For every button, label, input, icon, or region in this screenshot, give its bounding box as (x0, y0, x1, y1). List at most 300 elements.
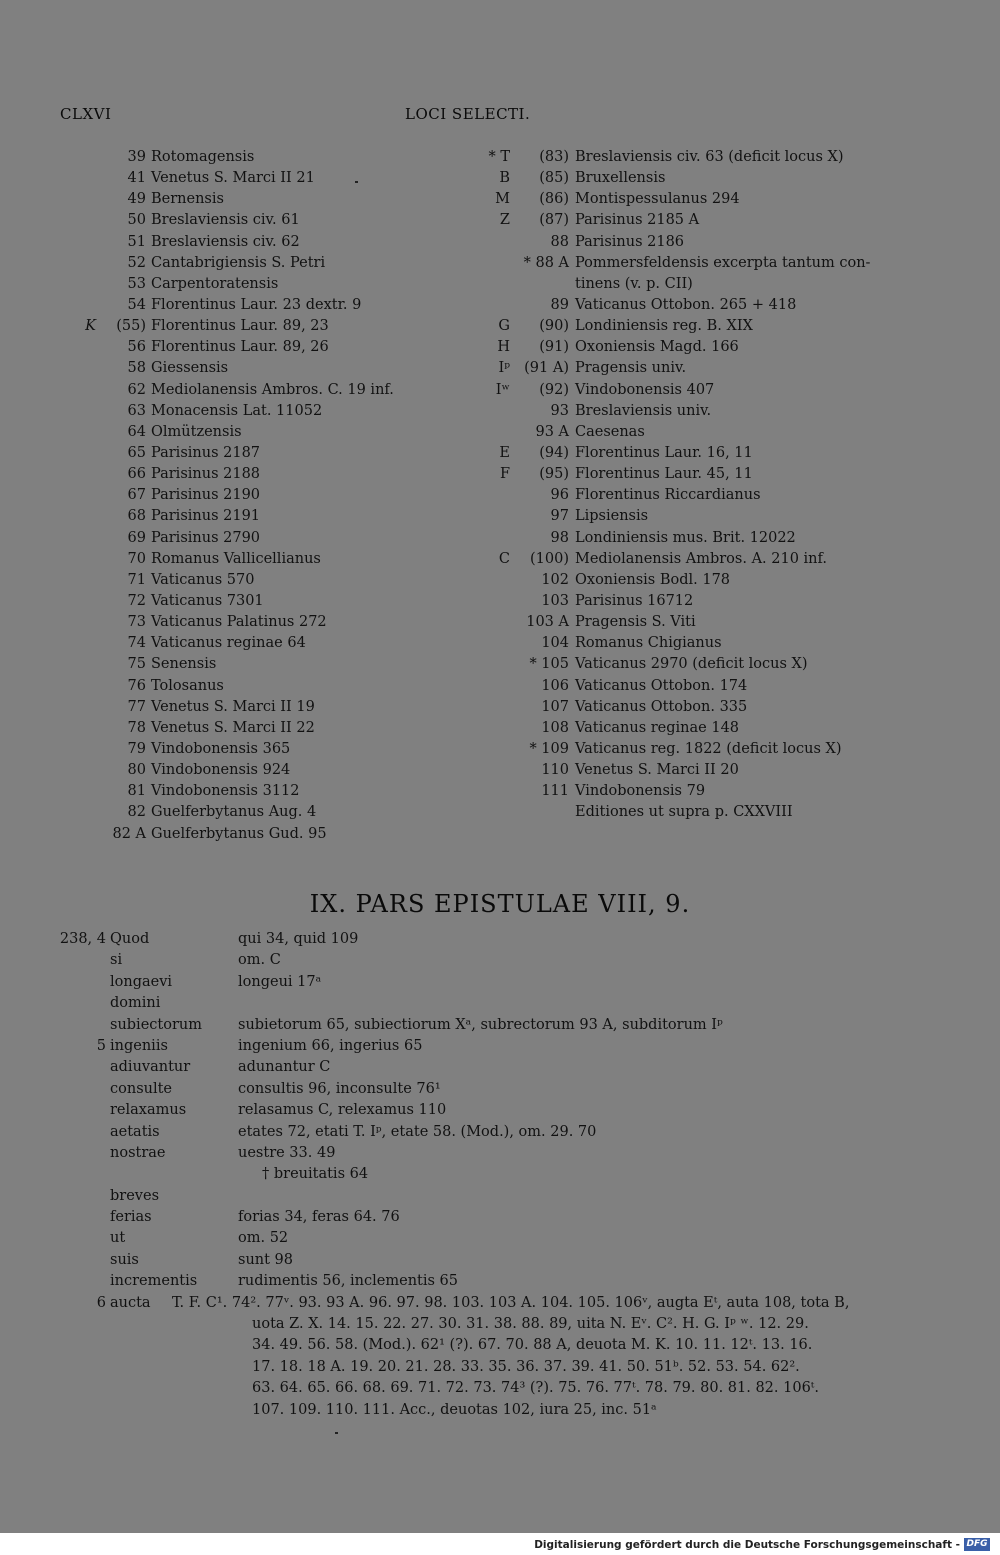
siglum (60, 633, 102, 654)
variant-readings: † breuitatis 64 (262, 1166, 369, 1183)
manuscript-name: Breslaviensis univ. (575, 402, 712, 419)
manuscript-name: Rotomagensis (151, 149, 255, 165)
manuscript-number: 65 (127, 444, 146, 461)
siglum (470, 401, 514, 422)
variant-readings: om. C (238, 952, 281, 969)
manuscript-name: Pommersfeldensis excerpta tantum con- (575, 254, 871, 271)
variant-readings: relasamus C, relexamus 110 (238, 1102, 447, 1119)
manuscript-entry (470, 210, 870, 231)
manuscript-entry (60, 739, 394, 760)
lemma: domini (110, 995, 161, 1012)
siglum: Z (499, 212, 510, 229)
lemma: Quod (110, 931, 150, 947)
manuscript-entry (60, 295, 394, 316)
apparatus-entry (52, 1057, 952, 1078)
manuscript-number: (94) (539, 444, 569, 461)
manuscript-name: Florentinus Riccardianus (575, 487, 761, 504)
manuscript-name: Londiniensis reg. B. XIX (575, 318, 753, 335)
manuscript-number: 79 (127, 740, 146, 757)
siglum (60, 210, 102, 231)
siglum (60, 676, 102, 697)
manuscript-number: 66 (127, 466, 146, 483)
manuscript-entry (60, 549, 394, 570)
manuscript-number: (83) (539, 149, 569, 165)
manuscript-number: 108 (541, 719, 569, 736)
siglum (60, 802, 102, 823)
apparatus-entry (52, 1271, 952, 1292)
manuscript-number (514, 802, 575, 823)
siglum: Iᵖ (498, 360, 510, 377)
manuscript-name: Parisinus 2185 A (575, 212, 700, 229)
siglum (60, 697, 102, 718)
manuscript-entry (60, 380, 394, 401)
manuscript-entry (60, 528, 394, 549)
variant-readings: uestre 33. 49 (238, 1144, 336, 1161)
variant-readings: sunt 98 (238, 1251, 294, 1268)
manuscript-list-right (470, 147, 870, 824)
manuscript-name: Venetus S. Marci II 22 (151, 719, 315, 736)
manuscript-name: Parisinus 2187 (151, 444, 261, 461)
siglum (60, 274, 102, 295)
manuscript-entry (470, 549, 870, 570)
manuscript-entry (470, 781, 870, 802)
manuscript-number: 103 (541, 592, 569, 609)
manuscript-number: 39 (127, 149, 146, 165)
manuscript-name: Florentinus Laur. 23 dextr. 9 (151, 296, 362, 313)
manuscript-name: Romanus Vallicellianus (151, 550, 321, 567)
manuscript-entry (60, 802, 394, 823)
manuscript-entry (470, 147, 870, 168)
manuscript-list-left (60, 147, 394, 845)
manuscript-number: 50 (127, 212, 146, 229)
manuscript-name: Vaticanus 570 (151, 571, 255, 588)
siglum (60, 443, 102, 464)
manuscript-entry (60, 824, 394, 845)
siglum (60, 464, 102, 485)
manuscript-entry (60, 718, 394, 739)
manuscript-number: 89 (550, 296, 569, 313)
manuscript-number: 52 (127, 254, 146, 271)
manuscript-number: (100) (530, 550, 569, 567)
lemma: adiuvantur (110, 1059, 191, 1076)
manuscript-name: Vaticanus reginae 64 (151, 635, 306, 652)
manuscript-entry (60, 612, 394, 633)
manuscript-name: Vaticanus 2970 (deficit locus X) (575, 656, 808, 673)
manuscript-entry (470, 253, 870, 274)
variant-readings: qui 34, quid 109 (238, 931, 359, 947)
manuscript-entry (470, 612, 870, 633)
manuscript-entry (60, 760, 394, 781)
variant-readings: forias 34, feras 64. 76 (238, 1209, 400, 1226)
ink-speck (335, 1432, 338, 1434)
siglum (60, 485, 102, 506)
manuscript-number: (55) (116, 318, 146, 335)
manuscript-entry (60, 570, 394, 591)
manuscript-name: Parisinus 2191 (151, 508, 261, 525)
manuscript-entry (470, 189, 870, 210)
apparatus-entry (52, 1143, 952, 1164)
siglum (470, 739, 514, 760)
ink-speck (355, 181, 358, 183)
lemma: ferias (110, 1209, 152, 1226)
siglum (60, 337, 102, 358)
manuscript-number: 110 (541, 762, 569, 779)
apparatus-entry (52, 1228, 952, 1249)
manuscript-entry (60, 422, 394, 443)
manuscript-entry (470, 570, 870, 591)
manuscript-name: Tolosanus (151, 677, 224, 694)
manuscript-entry (470, 422, 870, 443)
manuscript-entry (60, 189, 394, 210)
manuscript-name: Breslaviensis civ. 62 (151, 233, 300, 250)
manuscript-name: Londiniensis mus. Brit. 12022 (575, 529, 796, 546)
apparatus-entry (52, 1036, 952, 1057)
manuscript-number: 70 (127, 550, 146, 567)
siglum: F (499, 466, 510, 483)
siglum (470, 612, 514, 633)
manuscript-number: (91 A) (524, 360, 569, 377)
apparatus-entry (52, 1122, 952, 1143)
manuscript-name: Oxoniensis Magd. 166 (575, 339, 739, 356)
line-number: 238, 4 (59, 931, 106, 947)
manuscript-number: 53 (127, 275, 146, 292)
manuscript-name: Monacensis Lat. 11052 (151, 402, 323, 419)
siglum: G (498, 318, 510, 335)
manuscript-name: Olmützensis (151, 423, 242, 440)
manuscript-entry (60, 697, 394, 718)
siglum (60, 549, 102, 570)
siglum (470, 697, 514, 718)
siglum (470, 633, 514, 654)
manuscript-name: Vindobonensis 3112 (151, 783, 300, 800)
critical-apparatus (52, 929, 952, 1421)
apparatus-entry (52, 1186, 952, 1207)
siglum: B (499, 170, 510, 187)
line-number: 5 (96, 1037, 106, 1054)
siglum (470, 760, 514, 781)
manuscript-name: Mediolanensis Ambros. C. 19 inf. (151, 381, 394, 398)
siglum (470, 781, 514, 802)
siglum (60, 739, 102, 760)
manuscript-entry (470, 168, 870, 189)
manuscript-number: 54 (127, 296, 146, 313)
manuscript-entry (470, 739, 870, 760)
manuscript-name: Guelferbytanus Aug. 4 (151, 804, 317, 821)
manuscript-name: Breslaviensis civ. 61 (151, 212, 300, 229)
section-title: IX. PARS EPISTULAE VIII, 9. (309, 890, 691, 918)
manuscript-entry (60, 591, 394, 612)
manuscript-entry (60, 633, 394, 654)
manuscript-number: 41 (127, 170, 146, 187)
siglum (470, 528, 514, 549)
manuscript-name: Pragensis S. Viti (575, 614, 696, 631)
manuscript-number: 67 (127, 487, 146, 504)
manuscript-name: Venetus S. Marci II 20 (575, 762, 739, 779)
manuscript-entry (470, 316, 870, 337)
apparatus-entry (52, 1015, 952, 1036)
siglum (60, 591, 102, 612)
manuscript-number: 68 (127, 508, 146, 525)
manuscript-entry (470, 295, 870, 316)
apparatus-line: 107. 109. 110. 111. Acc., deuotas 102, iura 25, inc. 51ᵃ (252, 1401, 657, 1418)
running-title: LOCI SELECTI. (405, 105, 531, 123)
manuscript-entry (470, 401, 870, 422)
lemma: aucta (110, 1294, 151, 1311)
manuscript-entry (470, 485, 870, 506)
manuscript-number: 77 (127, 698, 146, 715)
apparatus-line: uota Z. X. 14. 15. 22. 27. 30. 31. 38. 88. 89, uita N. Eᵛ. C². H. G. Iᵖ ʷ. 12. 29. (252, 1316, 809, 1333)
manuscript-number: (90) (539, 318, 569, 335)
apparatus-line: 63. 64. 65. 66. 68. 69. 71. 72. 73. 74³ (?). 75. 76. 77ᵗ. 78. 79. 80. 81. 82. 106ᵗ. (252, 1380, 819, 1397)
manuscript-name: Pragensis univ. (575, 360, 687, 377)
variant-readings: ingenium 66, ingerius 65 (238, 1037, 423, 1054)
manuscript-entry (470, 443, 870, 464)
lemma: aetatis (110, 1123, 160, 1140)
lemma: subiectorum (110, 1016, 202, 1033)
siglum (470, 485, 514, 506)
manuscript-name: Venetus S. Marci II 21 (151, 170, 315, 187)
siglum: E (499, 444, 510, 461)
manuscript-name: Lipsiensis (575, 508, 649, 525)
siglum (60, 824, 102, 845)
siglum (470, 506, 514, 527)
manuscript-number: 111 (541, 783, 569, 800)
manuscript-entry (470, 633, 870, 654)
variant-readings: consultis 96, inconsulte 76¹ (238, 1080, 441, 1097)
manuscript-entry (470, 760, 870, 781)
manuscript-entry (60, 676, 394, 697)
manuscript-name: Senensis (151, 656, 217, 673)
manuscript-number: 88 (550, 233, 569, 250)
apparatus-entry (52, 1164, 952, 1185)
lemma: si (110, 952, 123, 969)
siglum: Iʷ (495, 381, 510, 398)
manuscript-number: 106 (541, 677, 569, 694)
manuscript-name: Vaticanus reg. 1822 (deficit locus X) (575, 740, 842, 757)
manuscript-entry (60, 358, 394, 379)
manuscript-name: Giessensis (151, 360, 229, 377)
lemma: nostrae (110, 1144, 166, 1161)
manuscript-number: (95) (539, 466, 569, 483)
manuscript-entry (470, 464, 870, 485)
apparatus-line: 17. 18. 18 A. 19. 20. 21. 28. 33. 35. 36. 37. 39. 41. 50. 51ᵇ. 52. 53. 54. 62². (252, 1358, 800, 1375)
manuscript-name: Vaticanus 7301 (151, 592, 264, 609)
manuscript-number: 58 (127, 360, 146, 377)
manuscript-number: 96 (550, 487, 569, 504)
siglum (60, 528, 102, 549)
manuscript-name: Romanus Chigianus (575, 635, 722, 652)
manuscript-entry (60, 654, 394, 675)
variant-readings: om. 52 (238, 1230, 289, 1247)
manuscript-number: 74 (127, 635, 146, 652)
siglum (60, 570, 102, 591)
manuscript-number: 82 A (112, 825, 146, 842)
siglum (470, 295, 514, 316)
manuscript-name: Vaticanus reginae 148 (575, 719, 740, 736)
manuscript-number: 82 (127, 804, 146, 821)
manuscript-entry (470, 380, 870, 401)
manuscript-name: Breslaviensis civ. 63 (deficit locus X) (575, 149, 844, 165)
line-number: 6 (96, 1294, 106, 1311)
siglum (470, 422, 514, 443)
siglum (470, 591, 514, 612)
manuscript-entry (60, 168, 394, 189)
siglum (470, 253, 514, 274)
apparatus-long-entry (52, 1293, 952, 1421)
manuscript-number: 81 (127, 783, 146, 800)
manuscript-number: * 105 (529, 656, 569, 673)
siglum: * T (488, 149, 510, 165)
manuscript-name: Parisinus 2188 (151, 466, 261, 483)
manuscript-number: 80 (127, 762, 146, 779)
manuscript-name: Bruxellensis (575, 170, 666, 187)
apparatus-entry (52, 1100, 952, 1121)
manuscript-entry (470, 718, 870, 739)
manuscript-name: Florentinus Laur. 89, 26 (151, 339, 329, 356)
siglum (60, 295, 102, 316)
apparatus-entry (52, 1079, 952, 1100)
siglum (60, 232, 102, 253)
variant-readings: longeui 17ᵃ (238, 973, 322, 990)
manuscript-entry (60, 253, 394, 274)
manuscript-entry (60, 274, 394, 295)
apparatus-entry (52, 993, 952, 1014)
manuscript-entry (470, 274, 870, 295)
manuscript-name: Guelferbytanus Gud. 95 (151, 825, 327, 842)
siglum (60, 506, 102, 527)
lemma: suis (110, 1251, 139, 1268)
siglum (60, 147, 102, 168)
manuscript-entry (470, 802, 870, 823)
manuscript-name: Florentinus Laur. 45, 11 (575, 466, 753, 483)
manuscript-name: Mediolanensis Ambros. A. 210 inf. (575, 550, 827, 567)
siglum (470, 676, 514, 697)
manuscript-entry (470, 591, 870, 612)
siglum (60, 358, 102, 379)
manuscript-name: Florentinus Laur. 89, 23 (151, 318, 329, 335)
siglum (470, 802, 514, 823)
manuscript-name: Caesenas (575, 423, 645, 440)
siglum (60, 781, 102, 802)
lemma: consulte (110, 1080, 173, 1097)
manuscript-number: 103 A (526, 614, 569, 631)
siglum (470, 274, 514, 295)
manuscript-number: 56 (127, 339, 146, 356)
manuscript-entry (60, 210, 394, 231)
manuscript-number: (91) (539, 339, 569, 356)
apparatus-entry (52, 1250, 952, 1271)
variant-readings: subietorum 65, subiectiorum Xᵃ, subrectorum 93 A, subditorum Iᵖ (238, 1016, 723, 1033)
lemma: incrementis (110, 1273, 198, 1290)
siglum (60, 718, 102, 739)
manuscript-entry (60, 781, 394, 802)
lemma: ut (110, 1230, 126, 1247)
manuscript-name: Vindobonensis 79 (575, 783, 706, 800)
apparatus-entry (52, 950, 952, 971)
siglum (60, 168, 102, 189)
manuscript-number: 69 (127, 529, 146, 546)
manuscript-number: (92) (539, 381, 569, 398)
manuscript-name: Venetus S. Marci II 19 (151, 698, 315, 715)
manuscript-number: 73 (127, 614, 146, 631)
manuscript-entry (470, 506, 870, 527)
manuscript-entry (470, 654, 870, 675)
manuscript-name: Vaticanus Ottobon. 335 (575, 698, 748, 715)
manuscript-number: 62 (127, 381, 146, 398)
lemma: longaevi (110, 973, 173, 990)
manuscript-name: Parisinus 2190 (151, 487, 261, 504)
manuscript-entry (470, 697, 870, 718)
manuscript-name: Florentinus Laur. 16, 11 (575, 444, 753, 461)
manuscript-name: Carpentoratensis (151, 275, 279, 292)
manuscript-number: 51 (127, 233, 146, 250)
manuscript-name: tinens (v. p. CII) (575, 275, 693, 292)
manuscript-entry (60, 443, 394, 464)
manuscript-number: 93 A (535, 423, 569, 440)
manuscript-number: 93 (550, 402, 569, 419)
manuscript-name: Montispessulanus 294 (575, 191, 740, 208)
siglum (60, 422, 102, 443)
lemma: ingeniis (110, 1037, 168, 1054)
manuscript-name: Vindobonensis 924 (151, 762, 291, 779)
siglum (60, 760, 102, 781)
manuscript-name: Vaticanus Ottobon. 265 + 418 (575, 296, 797, 313)
manuscript-number: 71 (127, 571, 146, 588)
manuscript-number: (87) (539, 212, 569, 229)
manuscript-number: 97 (550, 508, 569, 525)
manuscript-name: Cantabrigiensis S. Petri (151, 254, 326, 271)
manuscript-name: Parisinus 16712 (575, 592, 694, 609)
manuscript-number: 49 (127, 191, 146, 208)
siglum (470, 654, 514, 675)
manuscript-name: Vindobonensis 407 (575, 381, 715, 398)
manuscript-number: 104 (541, 635, 569, 652)
footer-text: Digitalisierung gefördert durch die Deutsche Forschungsgemeinschaft - (534, 1538, 960, 1551)
manuscript-number: * 88 A (523, 254, 569, 271)
manuscript-name: Bernensis (151, 191, 224, 208)
siglum: M (495, 191, 510, 208)
apparatus-line: 34. 49. 56. 58. (Mod.). 62¹ (?). 67. 70. 88 A, deuota M. K. 10. 11. 12ᵗ. 13. 16. (252, 1337, 813, 1354)
siglum (60, 189, 102, 210)
dfg-logo: DFG (964, 1538, 990, 1551)
manuscript-entry (470, 358, 870, 379)
siglum (470, 570, 514, 591)
apparatus-entry (52, 929, 952, 950)
apparatus-entry (52, 972, 952, 993)
manuscript-number: 72 (127, 592, 146, 609)
manuscript-name: Parisinus 2186 (575, 233, 685, 250)
siglum: K (85, 318, 96, 335)
manuscript-entry (470, 337, 870, 358)
manuscript-number: 75 (127, 656, 146, 673)
siglum (60, 654, 102, 675)
manuscript-number: (85) (539, 170, 569, 187)
manuscript-number: 64 (127, 423, 146, 440)
apparatus-entry (52, 1207, 952, 1228)
manuscript-entry (60, 464, 394, 485)
manuscript-entry (470, 676, 870, 697)
page-number: CLXVI (60, 105, 112, 123)
manuscript-number: * 109 (529, 740, 569, 757)
siglum: C (498, 550, 510, 567)
manuscript-name: Vaticanus Palatinus 272 (151, 614, 327, 631)
variant-readings: rudimentis 56, inclementis 65 (238, 1273, 458, 1290)
manuscript-name: Oxoniensis Bodl. 178 (575, 571, 731, 588)
lemma: relaxamus (110, 1102, 187, 1119)
manuscript-number (514, 274, 575, 295)
manuscript-entry (60, 401, 394, 422)
manuscript-number: 107 (541, 698, 569, 715)
